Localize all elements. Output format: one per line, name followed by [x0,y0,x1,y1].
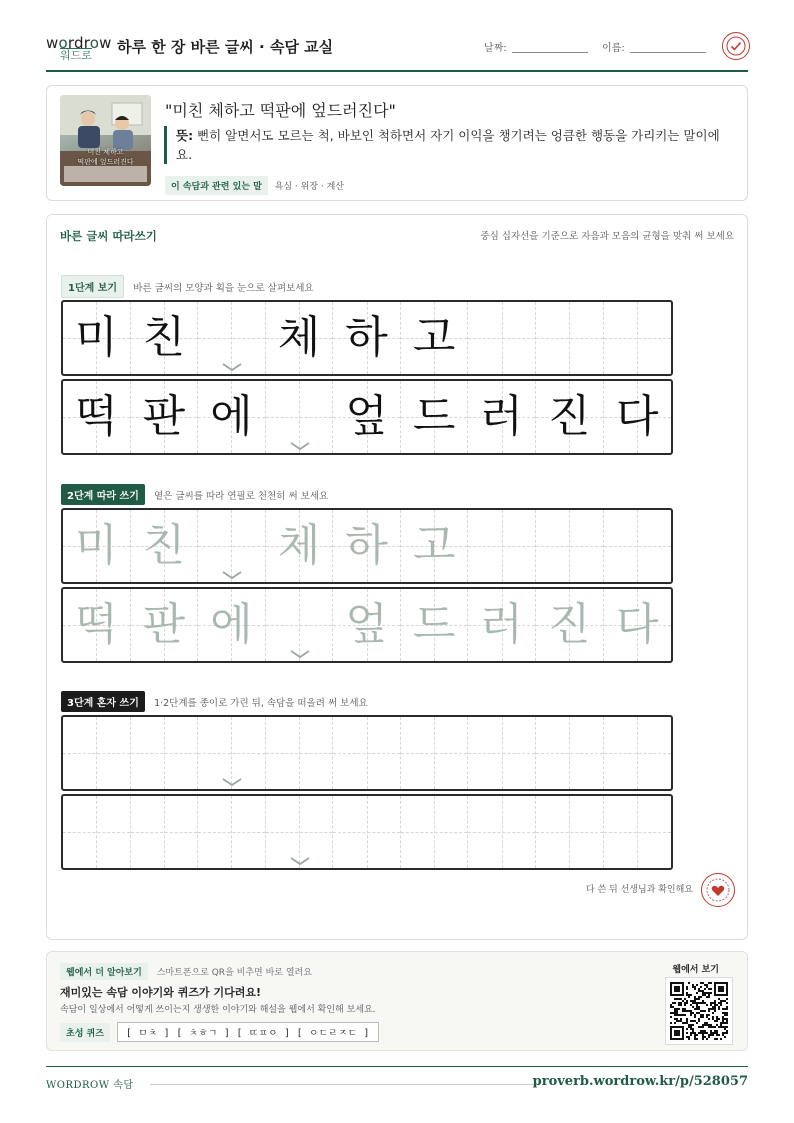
practice-section [46,214,748,940]
trace-character: 드 [412,599,456,650]
date-label: 날짜: [484,43,507,54]
model-character: 에 [210,391,253,442]
trace-row-2[interactable] [61,587,673,663]
trace-character: 판 [142,599,186,650]
grid-cell[interactable] [401,510,469,582]
trace-character: 하 [345,520,388,571]
grid-cell [198,381,266,453]
grid-cell[interactable] [468,510,536,582]
grid-cell [604,381,672,453]
web-tag-row [60,963,312,980]
step-3-desc: 1·2단계를 종이로 가린 뒤, 속담을 떠올려 써 보세요 [154,698,368,709]
grid-cell[interactable] [468,589,536,661]
grid-cell[interactable] [536,796,604,868]
model-character: 드 [412,391,456,442]
grid-cell[interactable] [198,796,266,868]
grid-cell [198,302,266,374]
grid-cell[interactable] [468,796,536,868]
page-title: 하루 한 장 바른 글씨 · 속담 교실 [117,38,334,56]
grid-cell[interactable] [468,717,536,789]
grid-cell[interactable] [63,510,131,582]
meaning-text: 뻔히 알면서도 모르는 척, 바보인 척하면서 자기 이익을 챙기려는 엉큼한 행동을 가리키는 말이에요. [176,128,720,162]
model-character: 엎 [345,391,388,442]
web-tag: 웹에서 더 알아보기 [60,963,148,980]
grid-cell [401,302,469,374]
grid-cell[interactable] [198,589,266,661]
grid-cell [266,302,334,374]
trace-character: 엎 [345,599,388,650]
grid-cell[interactable] [266,510,334,582]
grid-cell [131,381,199,453]
grid-cell[interactable] [266,589,334,661]
model-character: 미 [75,312,118,363]
space-chevron-icon [288,649,312,659]
grid-cell[interactable] [604,589,672,661]
proverb-title: "미친 체하고 떡판에 엎드러진다" [165,101,396,120]
grid-cell[interactable] [536,510,604,582]
grid-cell[interactable] [604,510,672,582]
step-2-desc: 옅은 글씨를 따라 연필로 천천히 써 보세요 [154,491,329,502]
step-3-badge: 3단계 혼자 쓰기 [61,691,145,712]
page-header [46,30,748,72]
grid-cell [536,302,604,374]
grid-cell[interactable] [63,589,131,661]
grid-cell[interactable] [333,796,401,868]
model-character: 판 [142,391,186,442]
grid-cell[interactable] [131,717,199,789]
step-1-header [61,275,314,298]
quiz-label: 초성 퀴즈 [60,1023,110,1042]
practice-note: 중심 십자선을 기준으로 자음과 모음의 균형을 맞춰 써 보세요 [480,231,734,242]
step-1-badge: 1단계 보기 [61,275,124,298]
trace-character: 진 [547,599,591,650]
trace-character: 미 [75,520,118,571]
step-2-header [61,484,328,505]
grid-cell[interactable] [198,717,266,789]
trace-row-1[interactable] [61,508,673,584]
logo: wordrow [46,34,112,52]
grid-cell[interactable] [333,589,401,661]
footer-divider [150,1084,536,1085]
trace-character: 떡 [75,599,118,650]
space-chevron-icon [220,777,244,787]
grid-cell [63,381,131,453]
proverb-illustration [60,95,151,186]
model-character: 체 [277,312,321,363]
model-character: 친 [142,312,186,363]
trace-character: 체 [277,520,321,571]
step-2-badge: 2단계 따라 쓰기 [61,484,145,505]
web-headline: 재미있는 속담 이야기와 퀴즈가 기다려요! [60,986,261,999]
trace-character: 고 [412,520,456,571]
model-character: 진 [547,391,591,442]
footer-brand: WORDROW 속담 [46,1080,134,1091]
grid-cell[interactable] [333,717,401,789]
practice-title: 바른 글씨 따라쓰기 [60,229,157,243]
grid-cell[interactable] [266,796,334,868]
name-label: 이름: [602,43,625,54]
model-character: 떡 [75,391,118,442]
web-promo [46,951,748,1051]
grid-cell[interactable] [63,796,131,868]
grid-cell [266,381,334,453]
related-label: 이 속담과 관련 있는 말 [165,176,268,195]
grid-cell[interactable] [63,717,131,789]
logo-subtitle: 워드로 [60,49,92,62]
model-character: 다 [616,391,659,442]
grid-cell[interactable] [401,717,469,789]
qr-code-icon[interactable] [665,977,733,1045]
space-chevron-icon [220,570,244,580]
related-list: 욕심 · 위장 · 계산 [274,182,344,192]
grid-cell[interactable] [131,510,199,582]
step-1-desc: 바른 글씨의 모양과 획을 눈으로 살펴보세요 [133,283,314,294]
trace-character: 러 [480,599,523,650]
grid-cell [333,302,401,374]
grid-cell [604,302,672,374]
illustration-caption-1: 미친 체하고 [87,148,124,156]
grid-cell [536,381,604,453]
grid-cell[interactable] [266,717,334,789]
date-field[interactable] [512,52,588,53]
grid-cell[interactable] [604,717,672,789]
grid-cell [333,381,401,453]
illustration-footer [64,166,147,182]
grid-cell [63,302,131,374]
view-row-1 [61,300,673,376]
grid-cell [131,302,199,374]
grid-cell[interactable] [401,589,469,661]
qr-label: 웹에서 보기 [672,965,719,975]
initials-quiz [60,1022,379,1042]
grid-cell[interactable] [131,589,199,661]
grid-cell[interactable] [333,510,401,582]
heart-stamp-icon [701,873,735,907]
grid-cell [401,381,469,453]
model-character: 러 [480,391,523,442]
blank-row-2[interactable] [61,794,673,870]
finish-note: 다 쓴 뒤 선생님과 확인해요 [585,885,693,895]
page-footer [46,1066,748,1091]
footer-url[interactable]: proverb.wordrow.kr/p/528057 [532,1074,748,1089]
proverb-card [46,85,748,201]
check-stamp-icon [722,32,750,60]
quiz-answer-box[interactable]: [ ㅁㅊ ] [ ㅊㅎㄱ ] [ ㄸㅍㅇ ] [ ㅇㄷㄹㅈㄷ ] [117,1022,379,1042]
web-tag-sub: 스마트폰으로 QR을 비추면 바로 열려요 [156,968,312,978]
grid-cell[interactable] [536,589,604,661]
space-chevron-icon [220,362,244,372]
meaning-label: 뜻: [176,128,194,143]
model-character: 고 [412,312,456,363]
space-chevron-icon [288,856,312,866]
space-chevron-icon [288,441,312,451]
blank-row-1[interactable] [61,715,673,791]
illustration-caption-2: 떡판에 엎드러진다 [77,158,134,166]
grid-cell[interactable] [131,796,199,868]
grid-cell[interactable] [401,796,469,868]
grid-cell[interactable] [198,510,266,582]
view-row-2 [61,379,673,455]
grid-cell[interactable] [536,717,604,789]
grid-cell [468,302,536,374]
grid-cell [468,381,536,453]
step-3-header [61,691,368,712]
trace-character: 다 [616,599,659,650]
trace-character: 에 [210,599,253,650]
grid-cell[interactable] [604,796,672,868]
web-description: 속담이 일상에서 어떻게 쓰이는지 생생한 이야기와 해설을 웹에서 확인해 보세요. [60,1005,376,1015]
name-field[interactable] [630,52,706,53]
related-words [165,176,344,195]
model-character: 하 [345,312,388,363]
proverb-meaning [164,126,724,164]
trace-character: 친 [142,520,186,571]
